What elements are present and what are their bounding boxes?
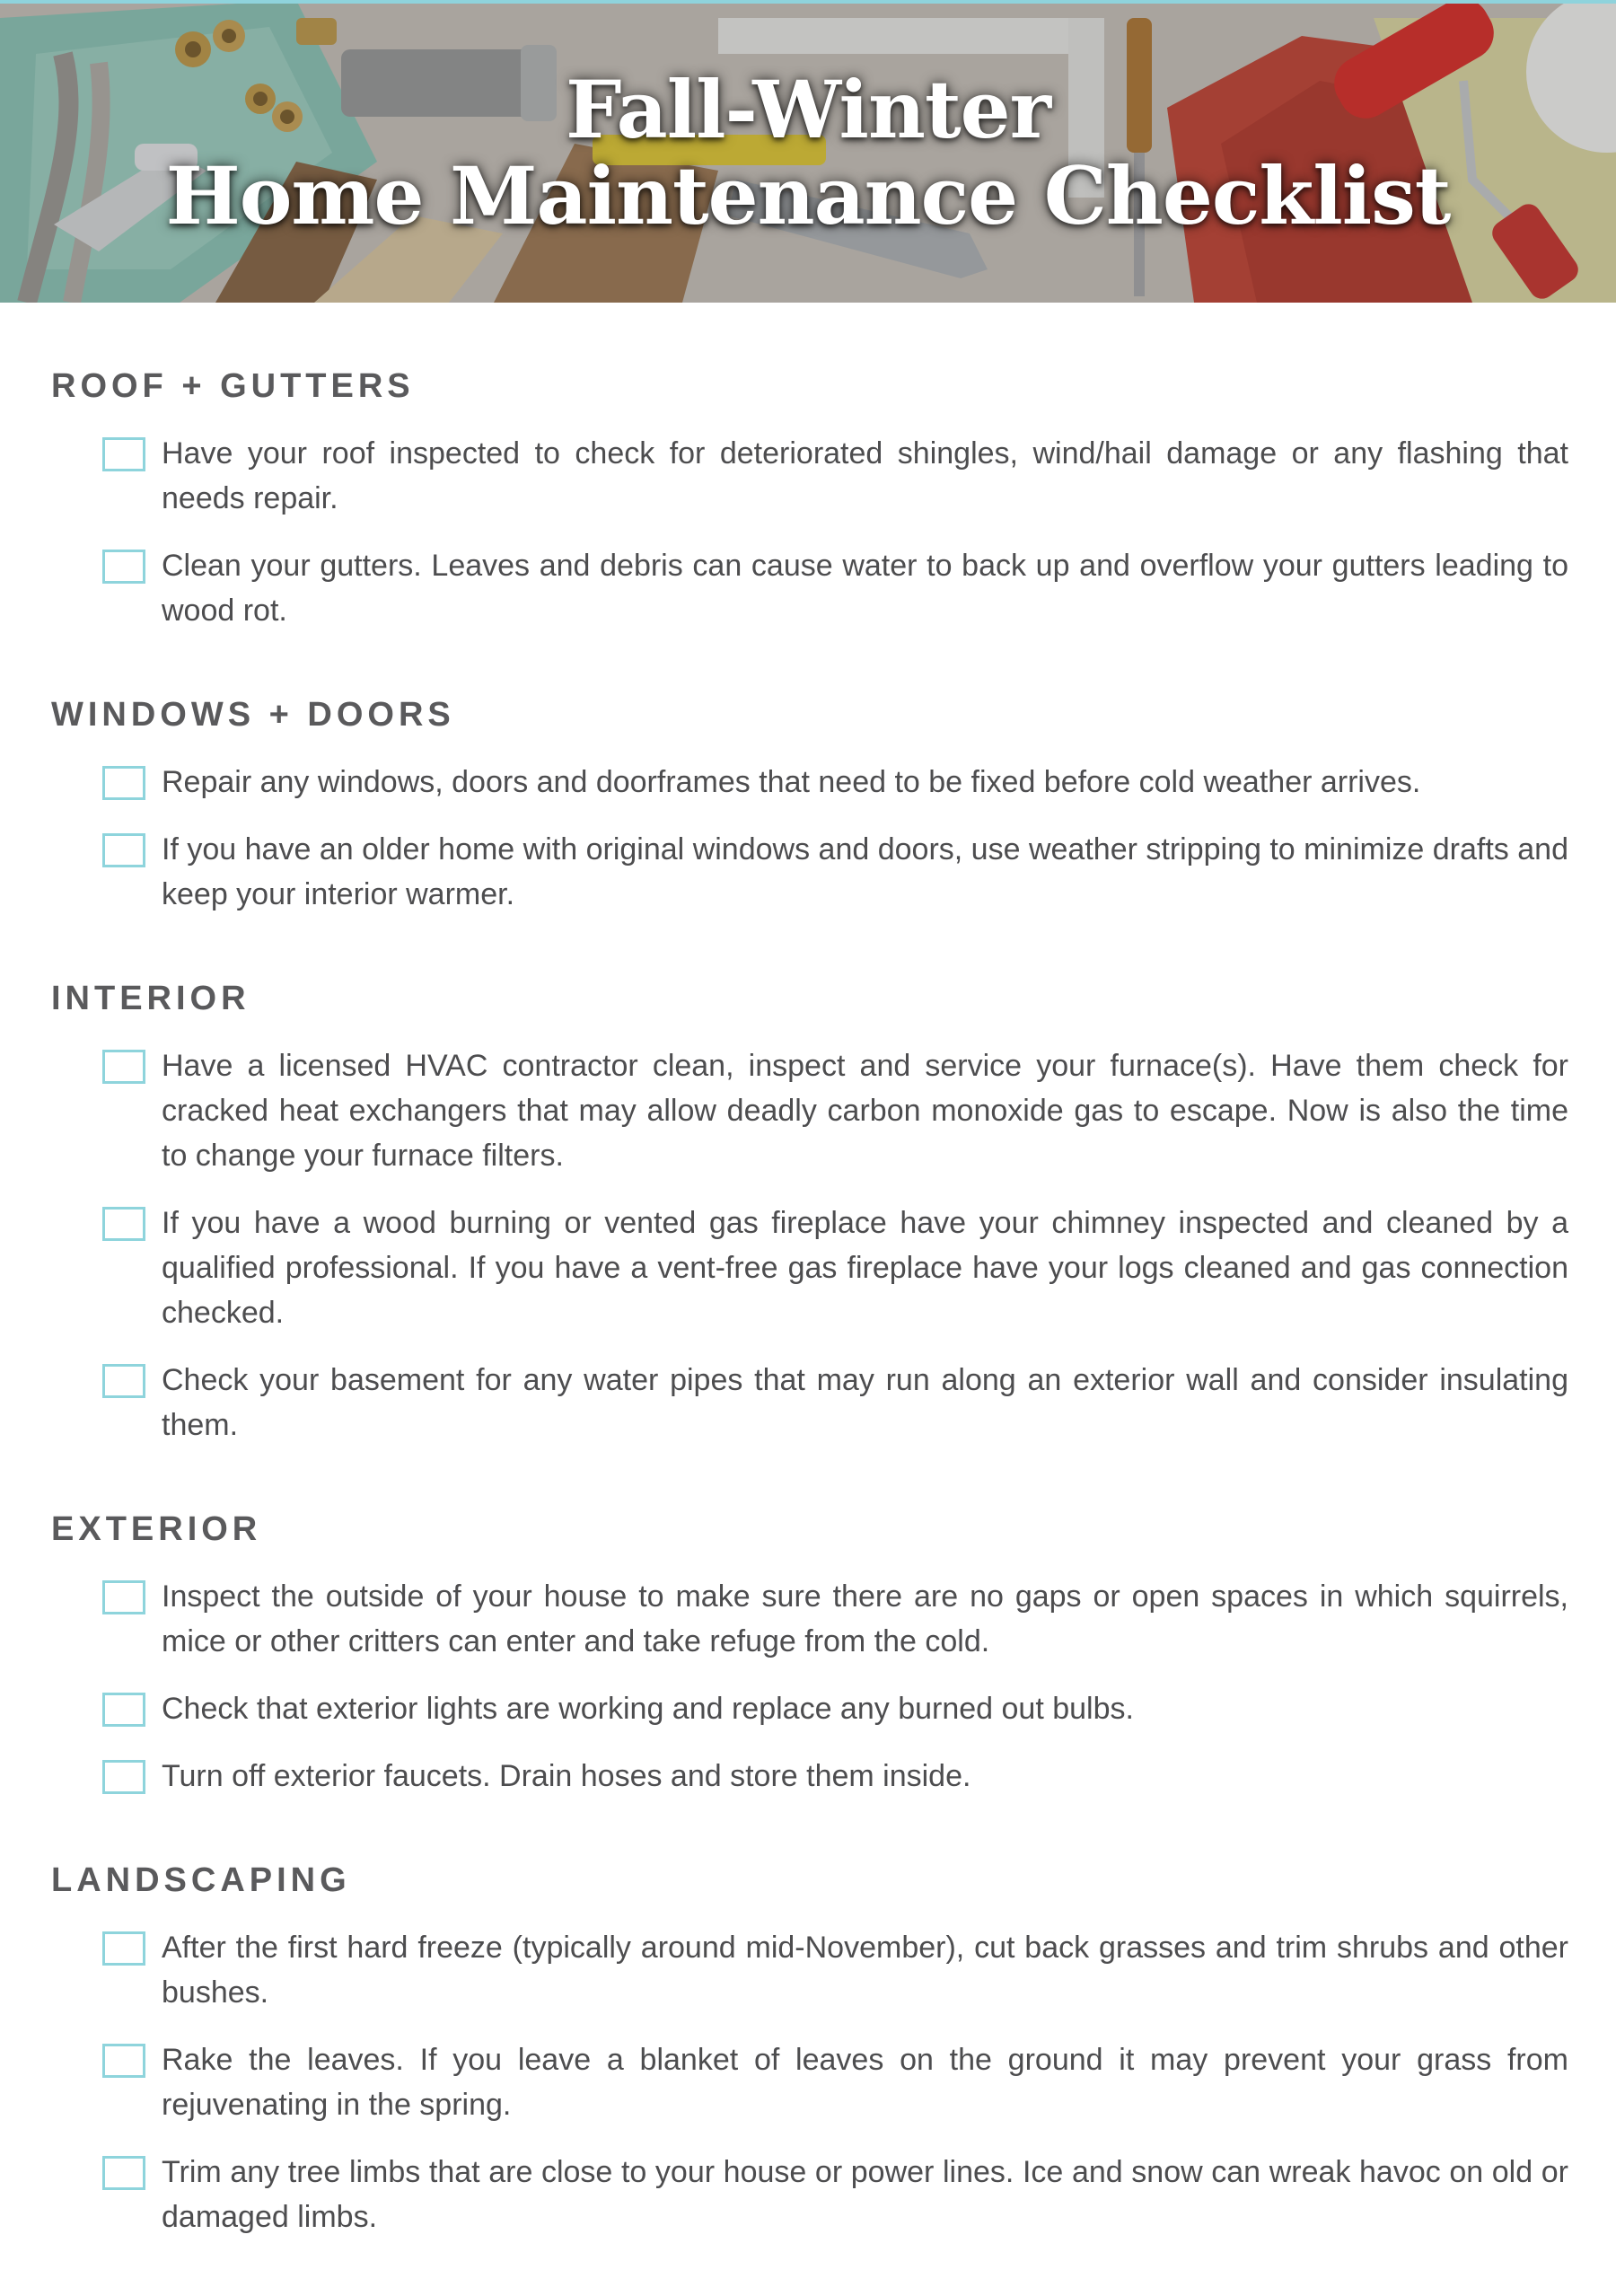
item-text: Trim any tree limbs that are close to your house or power lines. Ice and snow can wreak havoc on old or damaged limbs.	[162, 2155, 1568, 2234]
item-text: Have a licensed HVAC contractor clean, inspect and service your furnace(s). Have them check for cracked heat exchangers that may allow deadly carbon monoxide gas to escape. Now is also the time to change your furnace filters.	[162, 1049, 1568, 1173]
checkbox[interactable]	[102, 766, 145, 800]
checklist-item	[102, 1754, 1568, 1799]
checklist-item	[102, 1925, 1568, 2015]
checklist-item	[102, 2037, 1568, 2127]
checklist-item	[102, 827, 1568, 917]
checkbox[interactable]	[102, 2044, 145, 2078]
item-text: Repair any windows, doors and doorframes that need to be fixed before cold weather arrives.	[162, 765, 1421, 799]
section-landscaping	[51, 1855, 1568, 2239]
checklist	[51, 361, 1568, 2296]
checkbox[interactable]	[102, 1364, 145, 1398]
checkbox[interactable]	[102, 1580, 145, 1614]
checkbox[interactable]	[102, 1050, 145, 1084]
checklist-item	[102, 760, 1568, 805]
item-text: Check your basement for any water pipes that may run along an exterior wall and consider insulating them.	[162, 1363, 1568, 1442]
section-roof-gutters	[51, 361, 1568, 633]
section-windows-doors	[51, 690, 1568, 917]
checklist-item	[102, 431, 1568, 521]
checklist-item	[102, 1574, 1568, 1664]
checkbox[interactable]	[102, 1931, 145, 1966]
top-accent-line	[0, 0, 1616, 4]
page-title-line-2: Home Maintenance Checklist	[165, 149, 1451, 242]
section-heading: INTERIOR	[51, 980, 250, 1017]
hero-banner	[0, 0, 1616, 303]
item-text: Clean your gutters. Leaves and debris can cause water to back up and overflow your gutters leading to wood rot.	[162, 549, 1568, 628]
section-interior	[51, 973, 1568, 1447]
checklist-item	[102, 543, 1568, 633]
checkbox[interactable]	[102, 437, 145, 471]
item-text: After the first hard freeze (typically around mid-November), cut back grasses and trim shrubs and other bushes.	[162, 1931, 1568, 2010]
section-heading: LANDSCAPING	[51, 1861, 351, 1899]
item-text: If you have an older home with original windows and doors, use weather stripping to minimize drafts and keep your interior warmer.	[162, 832, 1568, 911]
checkbox[interactable]	[102, 1760, 145, 1794]
checkbox[interactable]	[102, 2156, 145, 2190]
page-title-line-1: Fall-Winter	[566, 63, 1050, 156]
item-text: Inspect the outside of your house to make sure there are no gaps or open spaces in which squirrels, mice or other critters can enter and take refuge from the cold.	[162, 1579, 1568, 1658]
item-text: Check that exterior lights are working and replace any burned out bulbs.	[162, 1692, 1134, 1726]
checkbox[interactable]	[102, 1693, 145, 1727]
checkbox[interactable]	[102, 1207, 145, 1241]
checklist-item	[102, 1201, 1568, 1335]
checkbox[interactable]	[102, 833, 145, 867]
section-exterior	[51, 1504, 1568, 1799]
checklist-item	[102, 1043, 1568, 1178]
section-heading: ROOF + GUTTERS	[51, 367, 415, 405]
section-heading: WINDOWS + DOORS	[51, 696, 455, 734]
section-heading: EXTERIOR	[51, 1510, 262, 1548]
checkbox[interactable]	[102, 550, 145, 584]
item-text: Turn off exterior faucets. Drain hoses and store them inside.	[162, 1759, 971, 1793]
checklist-item	[102, 1686, 1568, 1731]
item-text: Rake the leaves. If you leave a blanket of leaves on the ground it may prevent your grass from rejuvenating in the spring.	[162, 2043, 1568, 2122]
item-text: Have your roof inspected to check for deteriorated shingles, wind/hail damage or any flashing that needs repair.	[162, 436, 1568, 515]
item-text: If you have a wood burning or vented gas fireplace have your chimney inspected and cleaned by a qualified professional. If you have a vent-free gas fireplace have your logs cleaned and gas connection checked.	[162, 1206, 1568, 1330]
checklist-item	[102, 2150, 1568, 2239]
checklist-item	[102, 1358, 1568, 1447]
